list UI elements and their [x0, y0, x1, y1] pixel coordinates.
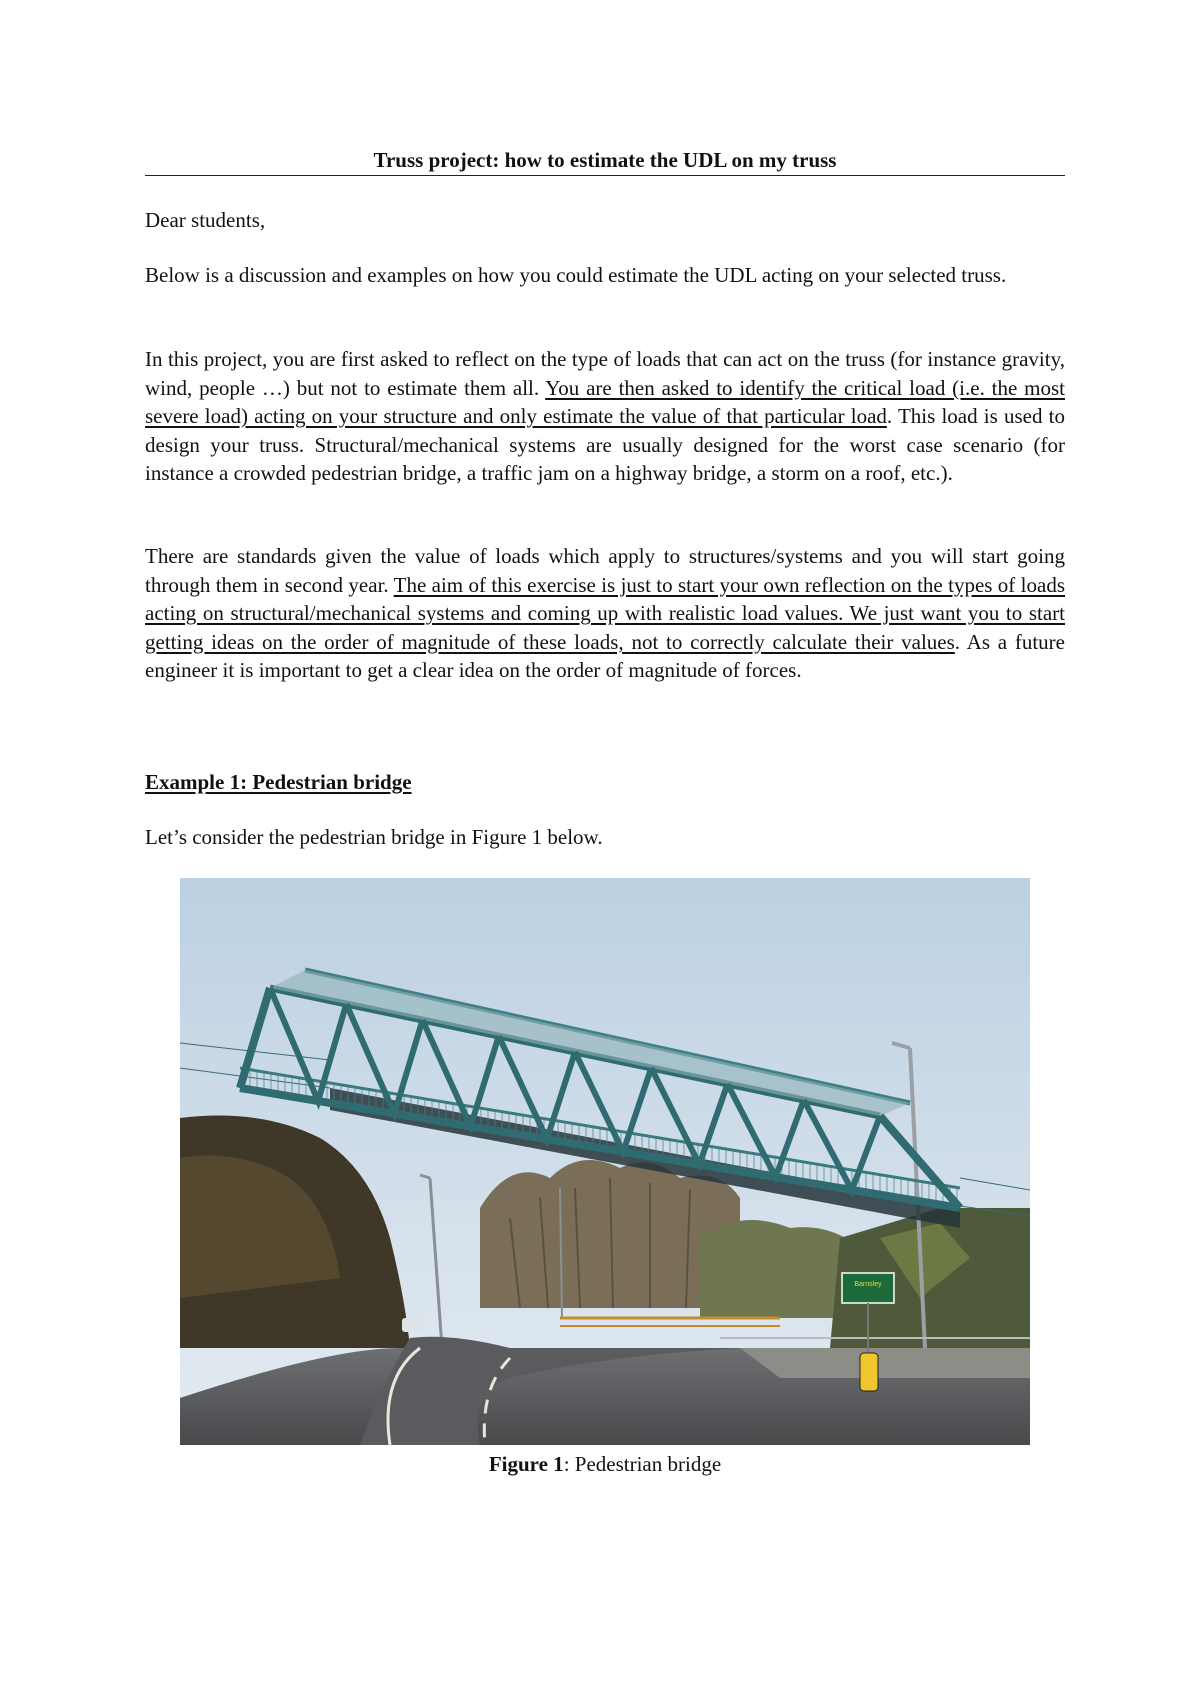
example-heading: Example 1: Pedestrian bridge	[145, 770, 412, 794]
document-title: Truss project: how to estimate the UDL on my truss	[373, 148, 837, 172]
paragraph-text: . As a future engineer it is important to get a clear idea on the order of magnitude of forces.	[145, 629, 1065, 682]
paragraph-text: . This load is used to design your truss. Structural/mechanical systems are usually designed for the worst case scenario (for instance a crowded pedestrian bridge, a traffic jam on a highway bridge, a storm on a roof, etc.).	[145, 404, 1065, 485]
standards-paragraph	[145, 542, 1065, 685]
example-intro: Let’s consider the pedestrian bridge in Figure 1 below.	[145, 825, 603, 849]
critical-load-paragraph	[145, 345, 1065, 488]
figure-caption	[145, 1450, 1065, 1478]
bridge-photo	[180, 878, 1030, 1445]
title-rule	[145, 175, 1065, 176]
underlined-text: The aim of this exercise is just to start your own reflection on the types of loads acting on structural/mechanical systems and coming up with realistic load values. We just want you to start getting ideas on the order of magnitude of these loads, not to correctly calculate their values	[145, 572, 1065, 654]
intro-paragraph: Below is a discussion and examples on how you could estimate the UDL acting on your selected truss.	[145, 263, 1007, 287]
paragraph-text: In this project, you are first asked to reflect on the type of loads that can act on the truss (for instance gravity, wind, people …) but not to estimate them all.	[145, 347, 1065, 400]
paragraph-text: There are standards given the value of loads which apply to structures/systems and you will start going through them in second year.	[145, 544, 1065, 597]
figure-caption-text: : Pedestrian bridge	[563, 1452, 722, 1476]
greeting: Dear students,	[145, 208, 266, 232]
figure-label: Figure 1	[488, 1452, 564, 1476]
underlined-text: You are then asked to identify the critical load (i.e. the most severe load) acting on your structure and only estimate the value of that particular load	[145, 375, 1065, 428]
road-sign-text: Barnsley	[854, 1281, 882, 1288]
